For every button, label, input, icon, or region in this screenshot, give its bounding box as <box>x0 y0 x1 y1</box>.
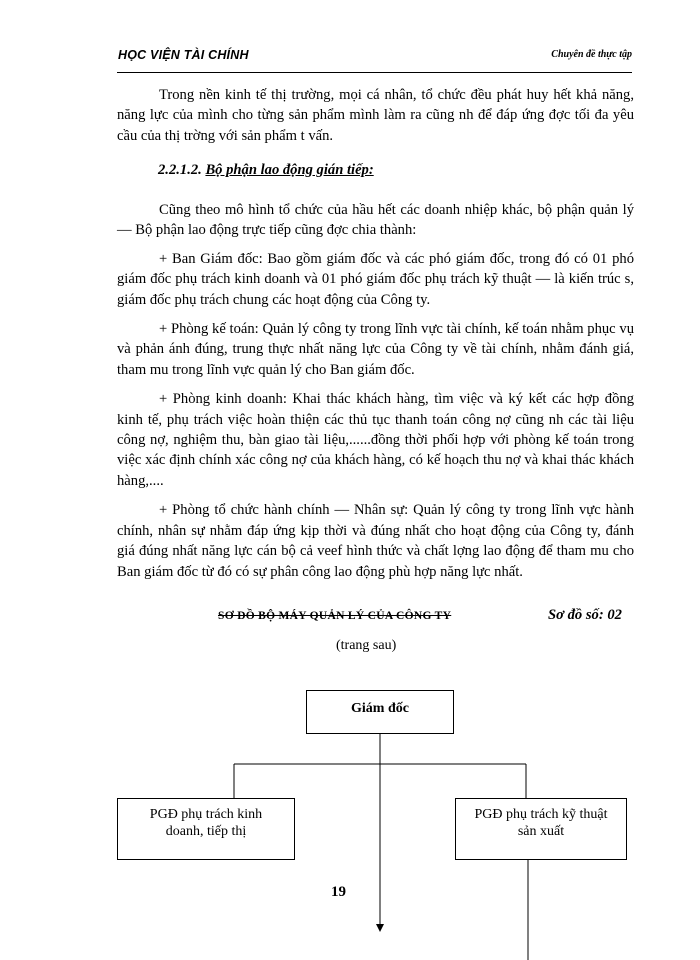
deputy-business-label: PGĐ phụ trách kinh doanh, tiếp thị <box>149 807 263 839</box>
paragraph-2: Cũng theo mô hình tổ chức của hầu hết các doanh nhiệp khác, bộ phận quản lý — Bộ phận lao động trực tiếp cũng đợc chia thành: <box>117 202 634 239</box>
paragraph-1: Trong nền kinh tế thị trường, mọi cá nhân, tổ chức đều phát huy hết khả năng, năng lực của mình cho từng sản phẩm mình làm ra cũng nh để đáp ứng đợc tối đa yêu cầu của thị trờng với sản phẩm t vấn. <box>117 87 634 144</box>
paragraph-4: + Phòng kế toán: Quản lý công ty trong lĩnh vực tài chính, kế toán nhằm phục vụ và phản ánh đúng, trung thực nhất năng lực của Công ty về tài chính, nhằm đánh giá, tham mu trong lĩnh vực quản lý cho Ban giám đốc. <box>117 321 634 378</box>
deputy-technical-label: PGĐ phụ trách kỹ thuật sản xuất <box>474 807 608 839</box>
section-number: 2.2.1.2. <box>158 162 202 178</box>
diagram-number: Sơ đồ số: 02 <box>548 607 622 623</box>
paragraph-6: + Phòng tổ chức hành chính — Nhân sự: Quản lý công ty trong lĩnh vực hành chính, nhân sự nhằm đáp ứng kịp thời và đúng nhất cho hoạt động của Công ty, đánh giá đúng nhất năng lực cán bộ cả veef hình thức và chất lợng lao động để tham mu cho Ban giám đốc từ đó có sự phân công lao động phù hợp năng lực nhất. <box>117 502 634 580</box>
continued-note: (trang sau) <box>336 638 397 653</box>
diagram-title: SƠ ĐỒ BỘ MÁY QUẢN LÝ CỦA CÔNG TY <box>218 610 452 622</box>
director-label: Giám đốc <box>351 701 409 716</box>
paragraph-5: + Phòng kinh doanh: Khai thác khách hàng, tìm việc và ký kết các hợp đồng kinh tế, phụ trách việc hoàn thiện các thủ tục thanh toán công nợ cũng nh các tài liệu công nợ, nghiệm thu, bàn giao tài liệu,......đồng thời phối hợp với phòng kế toán trong việc xác định chính xác công nợ của khách hàng, có kế hoạch thu nợ và khai thác khách hàng,.... <box>117 391 634 489</box>
arrowhead-down <box>376 924 384 932</box>
header-institution: HỌC VIỆN TÀI CHÍNH <box>118 48 249 62</box>
director-box <box>306 690 454 734</box>
page-number: 19 <box>331 884 346 900</box>
deputy-technical-box <box>455 798 627 860</box>
paragraph-3: + Ban Giám đốc: Bao gồm giám đốc và các phó giám đốc, trong đó có 01 phó giám đốc phụ trách kinh doanh và 01 phó giám đốc phụ trách kỹ thuật — là kiến trúc s, giám đốc phụ trách chung các hoạt động của Công ty. <box>117 250 634 308</box>
header-document-type: Chuyên đề thực tập <box>551 49 632 60</box>
section-title: Bộ phận lao động gián tiếp: <box>205 162 374 178</box>
deputy-business-box <box>117 798 295 860</box>
